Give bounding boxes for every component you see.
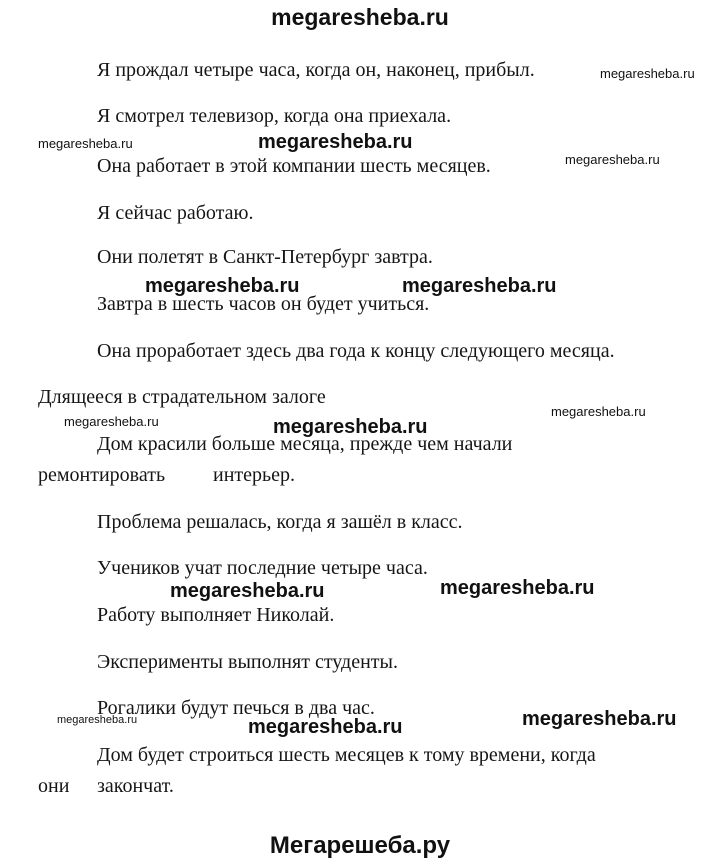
watermark: megaresheba.ru: [600, 66, 695, 81]
watermark: megaresheba.ru: [258, 131, 413, 153]
text-line: Завтра в шесть часов он будет учиться.: [97, 293, 430, 315]
text-line: Дом красили больше месяца, прежде чем начали: [97, 433, 513, 455]
text-line: Проблема решалась, когда я зашёл в класс.: [97, 511, 463, 533]
watermark: megaresheba.ru: [57, 714, 138, 726]
watermark: megaresheba.ru: [248, 716, 403, 738]
watermark: megaresheba.ru: [565, 152, 660, 167]
watermark: megaresheba.ru: [440, 577, 595, 599]
text-line: Эксперименты выполнят студенты.: [97, 651, 398, 673]
text-line: Она проработает здесь два года к концу следующего месяца.: [97, 340, 615, 362]
text-line: закончат.: [97, 775, 174, 797]
text-line: Учеников учат последние четыре часа.: [97, 557, 428, 579]
watermark: megaresheba.ru: [170, 580, 325, 602]
text-line: ремонтировать: [38, 464, 166, 486]
site-footer: Мегарешеба.ру: [269, 832, 451, 859]
text-line: Я прождал четыре часа, когда он, наконец, прибыл.: [97, 59, 535, 81]
text-line: Работу выполняет Николай.: [97, 604, 335, 626]
text-line: Я смотрел телевизор, когда она приехала.: [97, 105, 452, 127]
watermark: megaresheba.ru: [145, 275, 300, 297]
text-line: Рогалики будут печься в два час.: [97, 697, 375, 719]
watermark: megaresheba.ru: [38, 136, 133, 151]
watermark: megaresheba.ru: [64, 414, 159, 429]
text-line: Они полетят в Санкт-Петербург завтра.: [97, 246, 433, 268]
text-line: Я сейчас работаю.: [97, 202, 254, 224]
text-line: они: [38, 775, 70, 797]
site-header: megaresheba.ru: [271, 4, 449, 30]
text-line: Она работает в этой компании шесть месяцев.: [97, 155, 491, 177]
watermark: megaresheba.ru: [551, 404, 646, 419]
section-heading: Длящееся в страдательном залоге: [38, 386, 326, 408]
text-line: интерьер.: [213, 464, 296, 486]
text-line: Дом будет строиться шесть месяцев к тому времени, когда: [97, 744, 596, 766]
watermark: megaresheba.ru: [402, 275, 557, 297]
watermark: megaresheba.ru: [273, 416, 428, 438]
watermark: megaresheba.ru: [522, 708, 677, 730]
